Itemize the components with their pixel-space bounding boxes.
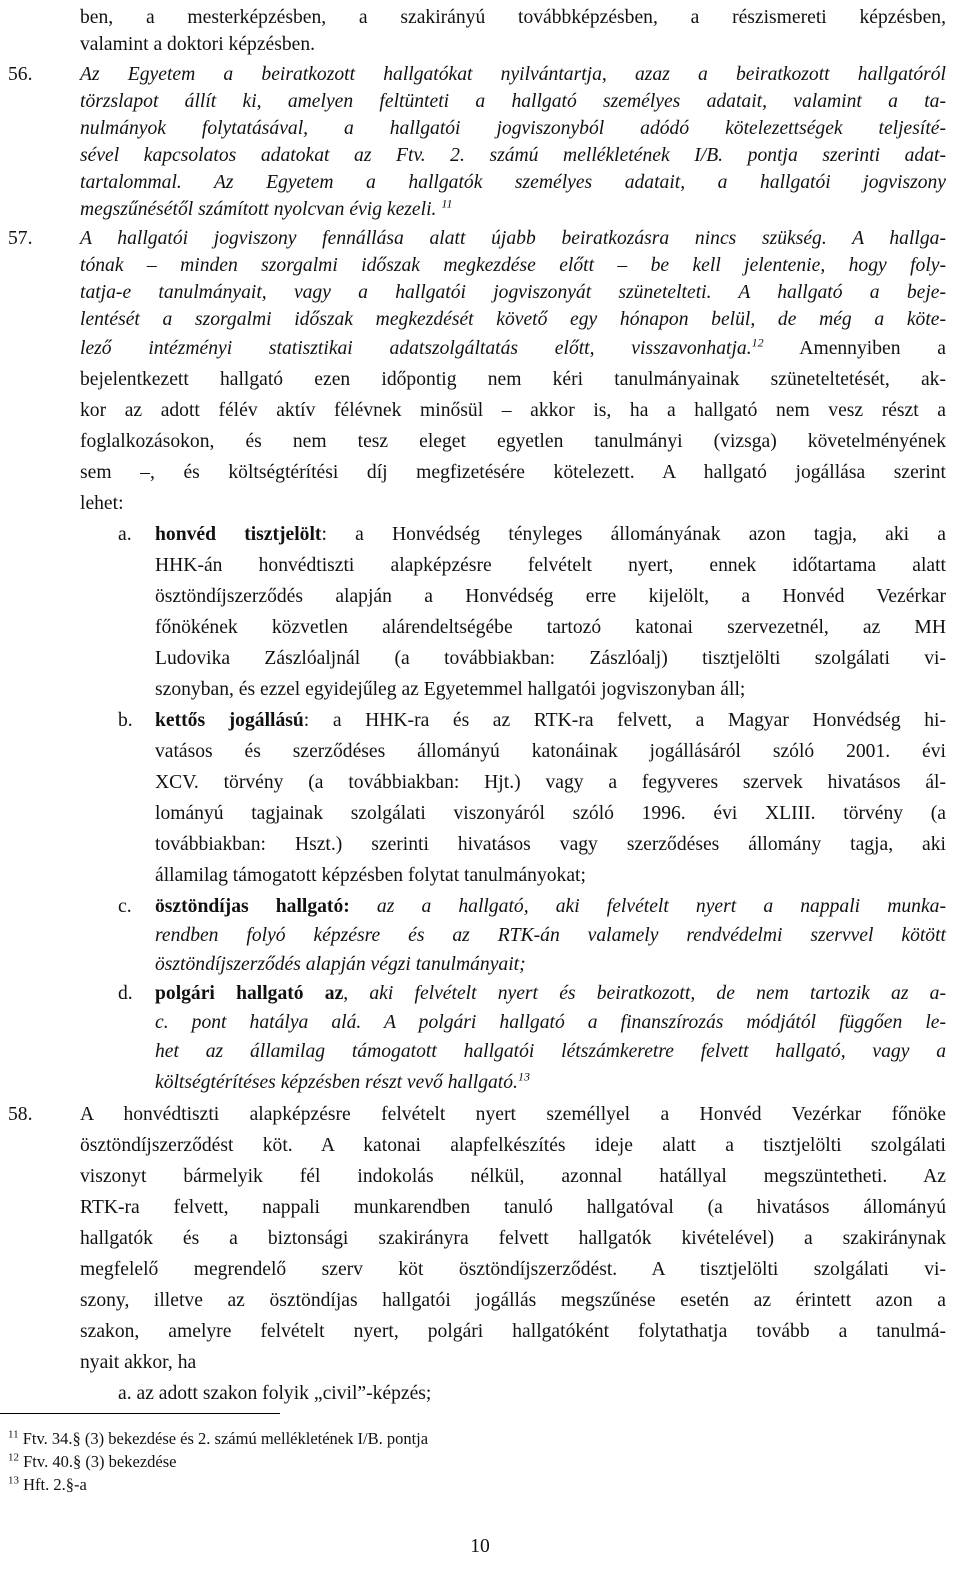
paragraph-line: hallgatók és a biztonsági szakirányra felvett hallgatók kivételével) a szakiránynak [80, 1228, 946, 1249]
footnote-number: 11 [8, 1428, 19, 1441]
footnote-separator [0, 1413, 280, 1414]
term: ösztöndíjas hallgató: [155, 896, 350, 917]
paragraph-number: 56. [8, 64, 33, 85]
list-item-text: , aki felvételt nyert és beiratkozott, de nem tartozik az a- [343, 983, 946, 1004]
paragraph-number: 57. [8, 228, 33, 249]
list-item-line: Ludovika Zászlóaljnál (a továbbiakban: Zászlóalj) tisztjelölti szolgálati vi- [155, 648, 946, 669]
paragraph-line: sével kapcsolatos adatokat az Ftv. 2. számú mellékletének I/B. pontja szerinti adat- [80, 145, 946, 166]
paragraph-text: megszűnésétől számított nyolcvan évig kezeli. [80, 199, 437, 220]
list-item-line: vatásos és szerződéses állományú katonáinak jogállásáról szóló 2001. évi [155, 741, 946, 762]
list-item-line: ösztöndíjszerződés alapján a Honvédség erre kijelölt, a Honvéd Vezérkar [155, 586, 946, 607]
paragraph-line: foglalkozásokon, és nem tesz eleget egyetlen tanulmányi (vizsga) követelményének [80, 431, 946, 452]
footnote-text: Hft. 2.§-a [23, 1475, 87, 1494]
paragraph-line: A honvédtiszti alapképzésre felvételt nyert személlyel a Honvéd Vezérkar főnöke [80, 1104, 946, 1125]
footnote-text: Ftv. 34.§ (3) bekezdése és 2. számú mellékletének I/B. pontja [22, 1429, 429, 1448]
paragraph-line: kor az adott félév aktív félévnek minősül – akkor is, ha a hallgató nem vesz részt a [80, 400, 946, 421]
term: polgári hallgató az [155, 983, 344, 1004]
footnote-ref: 13 [517, 1069, 530, 1084]
footnote [8, 1428, 428, 1450]
list-item-line [155, 1069, 530, 1096]
list-item-line: ösztöndíjszerződés alapján végzi tanulmányait; [155, 954, 526, 975]
paragraph-line [80, 196, 452, 223]
paragraph-line: nyait akkor, ha [80, 1352, 197, 1373]
paragraph-line: megfelelő megrendelő szerv köt ösztöndíjszerződést. A tisztjelölti szolgálati vi- [80, 1259, 946, 1280]
paragraph-line: tartalommal. Az Egyetem a hallgatók személyes adatait, a hallgatói jogviszony [80, 172, 946, 193]
list-item-line: HHK-án honvédtiszti alapképzésre felvételt nyert, ennek időtartama alatt [155, 555, 946, 576]
list-item-line: XCV. törvény (a továbbiakban: Hjt.) vagy a fegyveres szervek hivatásos ál- [155, 772, 946, 793]
paragraph-line: bejelentkezett hallgató ezen időpontig nem kéri tanulmányainak szüneteltetését, ak- [80, 369, 946, 390]
list-item-line: főnökének közvetlen alárendeltségébe tartozó katonai szervezetnél, az MH [155, 617, 946, 638]
paragraph-line: RTK-ra felvett, nappali munkarendben tanuló hallgatóval (a hivatásos állományú [80, 1197, 946, 1218]
paragraph-line: nulmányok folytatásával, a hallgatói jogviszonyból adódó kötelezettségek teljesíté- [80, 118, 946, 139]
footnote-ref: 11 [441, 196, 453, 211]
paragraph-line: Az Egyetem a beiratkozott hallgatókat nyilvántartja, azaz a beiratkozott hallgatóról [80, 64, 946, 85]
paragraph-text: lező intézményi statisztikai adatszolgáltatás előtt, visszavonhatja. [80, 338, 752, 359]
footnote-number: 13 [8, 1474, 19, 1487]
list-item-line: c. pont hatálya alá. A polgári hallgató a finanszírozás módjától függően le- [155, 1012, 946, 1033]
list-item-line [155, 521, 946, 548]
list-item-line [155, 980, 946, 1007]
paragraph-line: törzslapot állít ki, amelyen feltünteti a hallgató személyes adatait, valamint a ta- [80, 91, 946, 112]
list-letter: b. [118, 710, 133, 731]
list-item-text: költségtérítéses képzésben részt vevő hallgató. [155, 1072, 518, 1093]
paragraph-line: lentését a szorgalmi időszak megkezdését követő egy hónapon belül, de még a köte- [80, 309, 946, 330]
list-item-line: államilag támogatott képzésben folytat tanulmányokat; [155, 865, 586, 886]
paragraph-line: viszonyt bármelyik fél indokolás nélkül, azonnal hatállyal megszüntetheti. Az [80, 1166, 946, 1187]
list-letter: d. [118, 983, 133, 1004]
paragraph-line: ösztöndíjszerződést köt. A katonai alapfelkészítés ideje alatt a tisztjelölti szolgálati [80, 1135, 946, 1156]
footnote-number: 12 [8, 1451, 19, 1464]
list-item-text: : a Honvédség tényleges állományának azon tagja, aki a [321, 524, 946, 545]
footnote-text: Ftv. 40.§ (3) bekezdése [23, 1452, 177, 1471]
paragraph-line: szony, illetve az ösztöndíjas hallgatói jogállás megszűnése esetén az érintett azon a [80, 1290, 946, 1311]
list-item-line: a. az adott szakon folyik „civil”-képzés; [118, 1383, 432, 1404]
paragraph-line [80, 335, 946, 362]
term: honvéd tisztjelölt [155, 524, 322, 545]
footnote-ref: 12 [751, 335, 764, 350]
list-item-line: szonyban, és ezzel egyidejűleg az Egyetemmel hallgatói jogviszonyban áll; [155, 679, 746, 700]
list-item-line: het az államilag támogatott hallgatói létszámkeretre felvett hallgató, vagy a [155, 1041, 946, 1062]
list-item-line [155, 707, 946, 734]
list-letter: a. [118, 524, 132, 545]
paragraph-line: szakon, amelyre felvételt nyert, polgári hallgatóként folytathatja tovább a tanulmá- [80, 1321, 946, 1342]
footnote [8, 1451, 176, 1473]
paragraph-line: A hallgatói jogviszony fennállása alatt újabb beiratkozásra nincs szükség. A hallga- [80, 228, 946, 249]
page-number: 10 [470, 1536, 490, 1557]
list-item-text: : a HHK-ra és az RTK-ra felvett, a Magyar Honvédség hi- [303, 710, 946, 731]
paragraph-text: Amennyiben a [763, 338, 946, 359]
list-item-line: rendben folyó képzésre és az RTK-án valamely rendvédelmi szervvel kötött [155, 925, 946, 946]
paragraph-line: valamint a doktori képzésben. [80, 34, 316, 55]
list-item-line: lományú tagjainak szolgálati viszonyáról szóló 1996. évi XLIII. törvény (a [155, 803, 946, 824]
list-item-line [155, 893, 946, 920]
paragraph-line: sem –, és költségtérítési díj megfizetésére kötelezett. A hallgató jogállása szerint [80, 462, 946, 483]
list-item-line: továbbiakban: Hszt.) szerinti hivatásos vagy szerződéses állomány tagja, aki [155, 834, 946, 855]
list-letter: c. [118, 896, 132, 917]
paragraph-line: ben, a mesterképzésben, a szakirányú továbbképzésben, a részismereti képzésben, [80, 7, 946, 28]
paragraph-number: 58. [8, 1104, 33, 1125]
list-item-text: az a hallgató, aki felvételt nyert a nappali munka- [349, 896, 946, 917]
paragraph-line: lehet: [80, 493, 124, 514]
footnote [8, 1474, 87, 1496]
paragraph-line: tatja-e tanulmányait, vagy a hallgatói jogviszonyát szünetelteti. A hallgató a beje- [80, 282, 946, 303]
paragraph-line: tónak – minden szorgalmi időszak megkezdése előtt – be kell jelentenie, hogy foly- [80, 255, 946, 276]
term: kettős jogállású [155, 710, 304, 731]
